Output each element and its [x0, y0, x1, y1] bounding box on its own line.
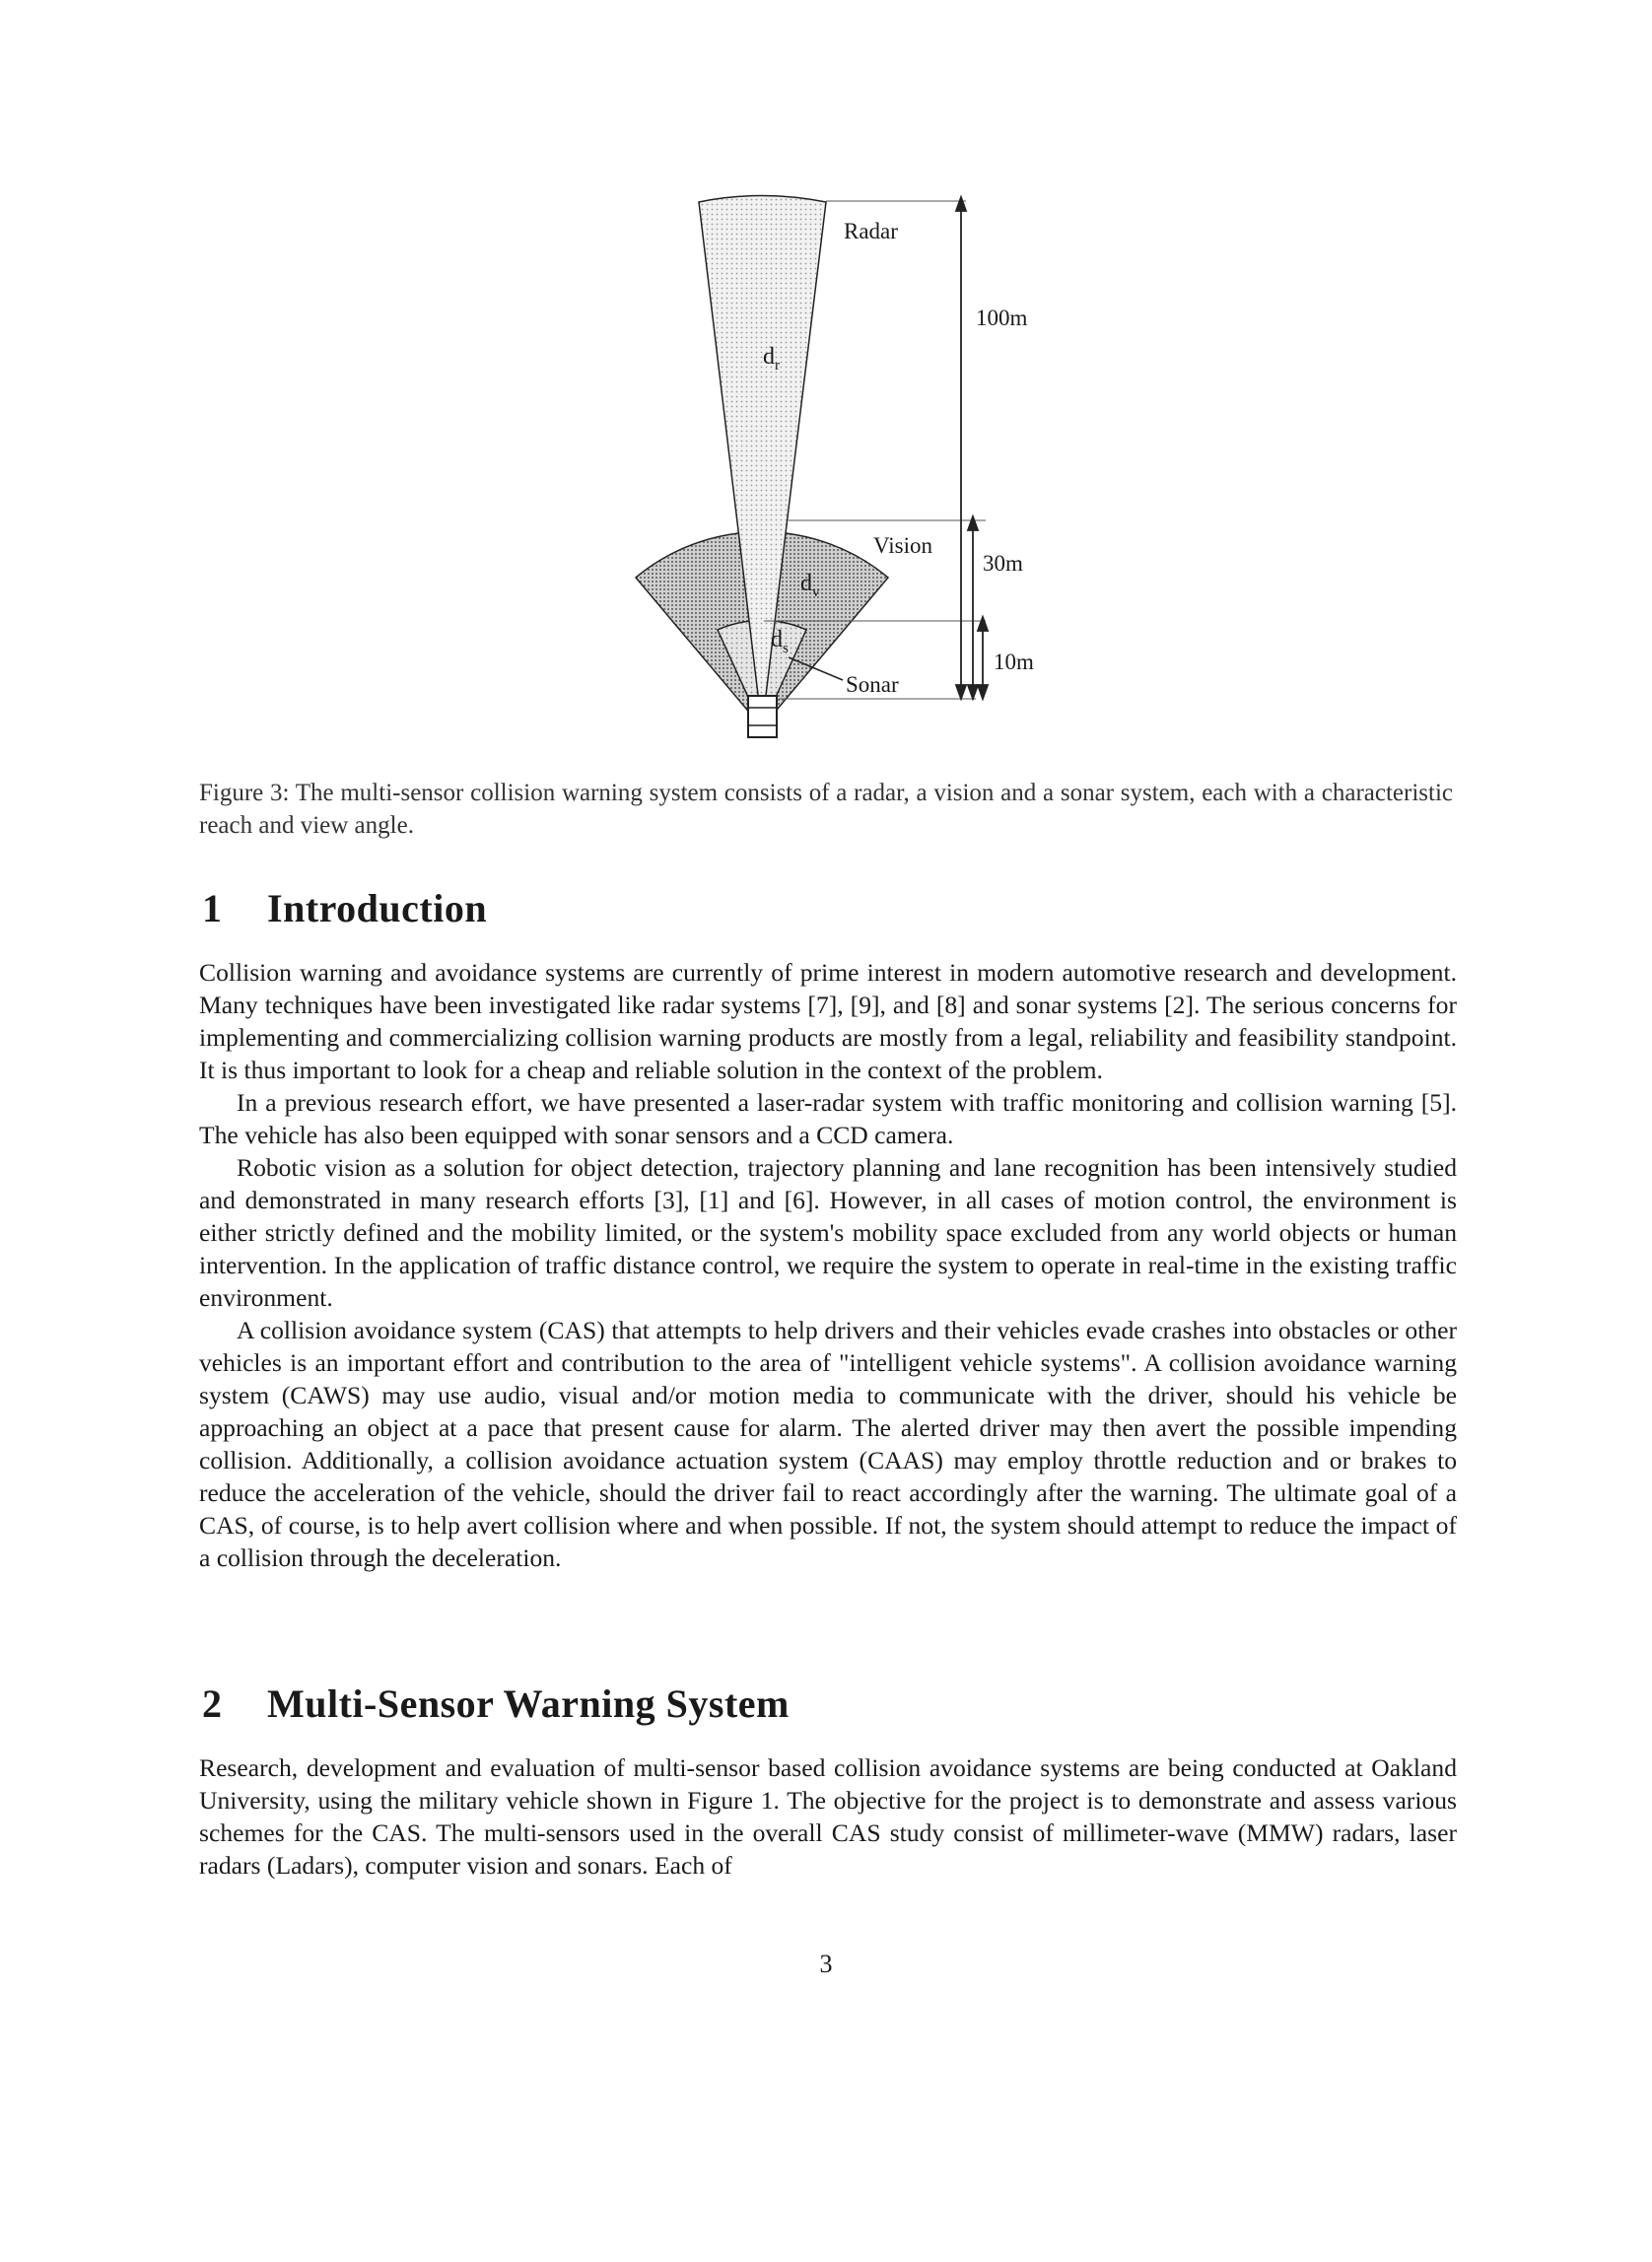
radar-range-label: 100m — [976, 306, 1028, 330]
page-number: 3 — [819, 1950, 833, 1978]
range-dimension-markers — [956, 197, 988, 699]
radar-distance-label: $d_r$ — [763, 344, 780, 374]
sonar-label: Sonar — [846, 672, 899, 697]
section-title: Multi-Sensor Warning System — [267, 1681, 790, 1726]
vision-range-label: 30m — [983, 551, 1023, 576]
sonar-range-label: 10m — [994, 650, 1034, 674]
sensor-coverage-diagram — [0, 0, 1652, 769]
section-title: Introduction — [267, 886, 488, 930]
vision-label: Vision — [873, 533, 932, 558]
section-heading-introduction — [202, 885, 487, 931]
radar-label: Radar — [844, 219, 898, 243]
section-number: 1 — [202, 886, 223, 930]
sonar-distance-label: $d_s$ — [771, 627, 789, 656]
vision-distance-label: $d_v$ — [800, 571, 820, 600]
vehicle-icon — [748, 696, 777, 737]
paragraph: Robotic vision as a solution for object detection, trajectory planning and lane recognition has been intensively studied and demonstrated in many research efforts [3], [1] and [6]. However, in all cases of motion control, the environment is either strictly defined and the mobility limited, or the system's mobility space excluded from any world objects or human intervention. In the application of traffic distance control, we require the system to operate in real-time in the existing traffic environment. — [199, 1153, 1457, 1312]
figure-caption: Figure 3: The multi-sensor collision warning system consists of a radar, a vision and a sonar system, each with a characteristic reach and view angle. — [199, 780, 1453, 839]
paragraph: In a previous research effort, we have presented a laser-radar system with traffic monitoring and collision warning [5]. The vehicle has also been equipped with sonar sensors and a CCD camera. — [199, 1088, 1457, 1149]
paragraph: A collision avoidance system (CAS) that attempts to help drivers and their vehicles evade crashes into obstacles or other vehicles is an important effort and contribution to the area of "intelligent vehicle systems". A collision avoidance warning system (CAWS) may use audio, visual and/or motion media to communicate with the driver, should his vehicle be approaching an object at a pace that present cause for alarm. The alerted driver may then avert the possible impending collision. Additionally, a collision avoidance actuation system (CAAS) may employ throttle reduction and or brakes to reduce the acceleration of the vehicle, should the driver fail to react accordingly after the warning. The ultimate goal of a CAS, of course, is to help avert collision where and when possible. If not, the system should attempt to reduce the impact of a collision through the deceleration. — [199, 1316, 1457, 1572]
sensor-coverage-figure — [0, 0, 1652, 769]
section-multi-sensor-body — [199, 1751, 1457, 1882]
paragraph: Collision warning and avoidance systems are currently of prime interest in modern automotive research and development. Many techniques have been investigated like radar systems [7], [9], and [8] and sonar systems [2]. The serious concerns for implementing and commercializing collision warning products are mostly from a legal, reliability and feasibility standpoint. It is thus important to look for a cheap and reliable solution in the context of the problem. — [199, 958, 1457, 1084]
section-number: 2 — [202, 1681, 223, 1726]
section-heading-multi-sensor — [202, 1680, 790, 1727]
paragraph: Research, development and evaluation of multi-sensor based collision avoidance systems are being conducted at Oakland University, using the military vehicle shown in Figure 1. The objective for the project is to demonstrate and assess various schemes for the CAS. The multi-sensors used in the overall CAS study consist of millimeter-wave (MMW) radars, laser radars (Ladars), computer vision and sonars. Each of — [199, 1753, 1457, 1880]
section-introduction-body — [199, 956, 1457, 1574]
